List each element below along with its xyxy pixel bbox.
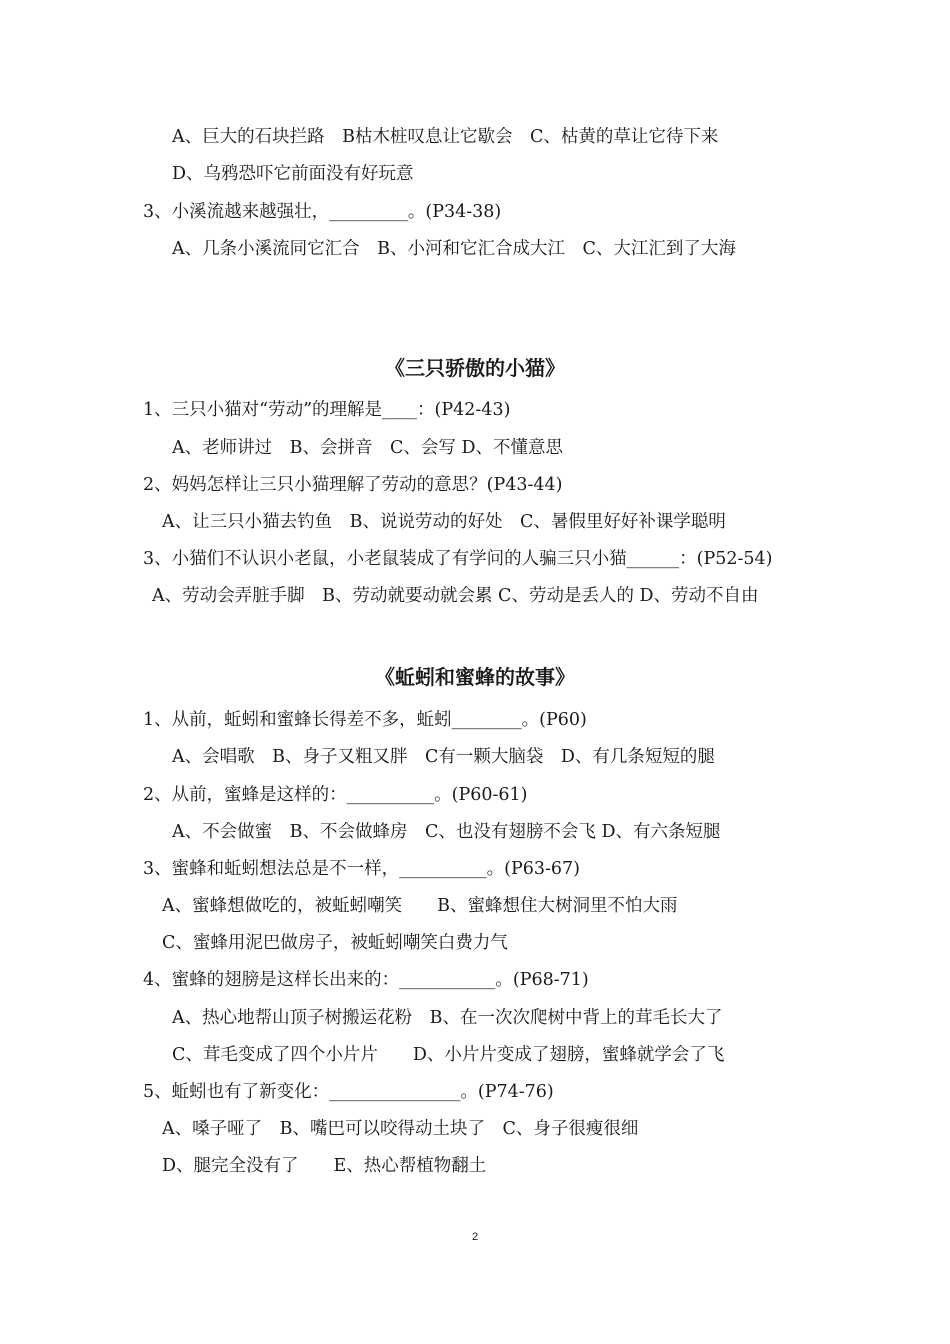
question-line: 3、蜜蜂和蚯蚓想法总是不一样，__________。(P63-67) [143, 859, 581, 879]
option-line: C、蜜蜂用泥巴做房子，被蚯蚓嘲笑白费力气 [162, 933, 508, 953]
option-line: A、不会做蜜 B、不会做蜂房 C、也没有翅膀不会飞 D、有六条短腿 [172, 822, 721, 842]
question-line: 1、从前，蚯蚓和蜜蜂长得差不多，蚯蚓________。(P60) [143, 710, 587, 730]
question-line: 3、小溪流越来越强壮，_________。(P34-38) [143, 202, 502, 222]
option-line: A、老师讲过 B、会拼音 C、会写 D、不懂意思 [172, 438, 563, 458]
question-line: 4、蜜蜂的翅膀是这样长出来的：___________。(P68-71) [143, 970, 589, 990]
option-line: A、嗓子哑了 B、嘴巴可以咬得动土块了 C、身子很瘦很细 [162, 1119, 639, 1139]
option-line: C、茸毛变成了四个小片片 D、小片片变成了翅膀，蜜蜂就学会了飞 [172, 1045, 725, 1065]
option-line: D、腿完全没有了 E、热心帮植物翻土 [162, 1156, 487, 1176]
option-line: A、热心地帮山顶子树搬运花粉 B、在一次次爬树中背上的茸毛长大了 [172, 1008, 723, 1028]
option-line: A、几条小溪流同它汇合 B、小河和它汇合成大江 C、大江汇到了大海 [172, 239, 736, 259]
option-line: A、会唱歌 B、身子又粗又胖 C有一颗大脑袋 D、有几条短短的腿 [172, 747, 715, 767]
question-line: 2、妈妈怎样让三只小猫理解了劳动的意思？(P43-44) [143, 475, 563, 495]
page-number: 2 [471, 1231, 479, 1243]
section-title: 《蚯蚓和蜜蜂的故事》 [375, 665, 575, 689]
question-line: 2、从前，蜜蜂是这样的：__________。(P60-61) [143, 785, 528, 805]
option-line: D、乌鸦恐吓它前面没有好玩意 [172, 164, 414, 184]
option-line: A、蜜蜂想做吃的，被蚯蚓嘲笑 B、蜜蜂想住大树洞里不怕大雨 [162, 896, 678, 916]
question-line: 5、蚯蚓也有了新变化：_______________。(P74-76) [143, 1082, 554, 1102]
option-line: A、劳动会弄脏手脚 B、劳动就要动就会累 C、劳动是丢人的 D、劳动不自由 [152, 586, 759, 606]
question-line: 1、三只小猫对“劳动”的理解是____：(P42-43) [143, 400, 511, 420]
section-title: 《三只骄傲的小猫》 [385, 356, 565, 380]
option-line: A、让三只小猫去钓鱼 B、说说劳动的好处 C、暑假里好好补课学聪明 [162, 512, 726, 532]
question-line: 3、小猫们不认识小老鼠，小老鼠装成了有学问的人骗三只小猫______：(P52-54) [143, 549, 773, 569]
option-line: A、巨大的石块拦路 B枯木桩叹息让它歇会 C、枯黄的草让它待下来 [172, 127, 719, 147]
